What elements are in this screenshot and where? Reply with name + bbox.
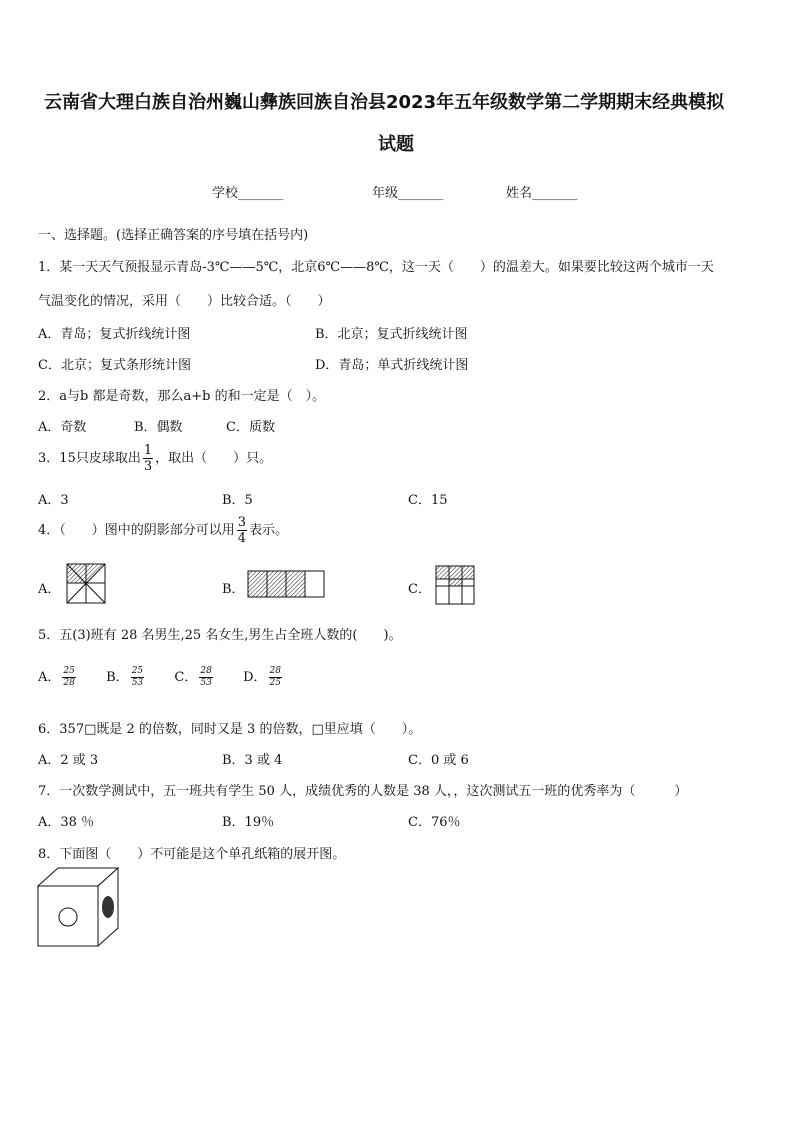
q8-stem: 8．下面图（ ）不可能是这个单孔纸箱的展开图。	[38, 847, 346, 862]
q1-option-b: B．北京；复式折线统计图	[315, 327, 468, 342]
q5-option-d-fraction: $\frac{28}{25}$	[269, 666, 281, 688]
q5-option-c-fraction: $\frac{28}{53}$	[200, 666, 212, 688]
q4-option-b-label: B．	[222, 582, 245, 597]
q2-option-a: A．奇数	[38, 420, 87, 435]
q2-option-b: B．偶数	[134, 420, 183, 435]
page-title-line2: 试题	[378, 134, 414, 155]
q3-option-a: A．3	[38, 493, 69, 508]
q4-stem-pre: 4．（ ）图中的阴影部分可以用	[38, 523, 235, 538]
q8-cube-figure	[38, 868, 118, 946]
q5-option-a-fraction: $\frac{25}{28}$	[63, 666, 75, 688]
q5-option-b-fraction: $\frac{25}{53}$	[131, 666, 144, 688]
page-title-line1: 云南省大理白族自治州巍山彝族回族自治县2023年五年级数学第二学期期末经典模拟	[44, 92, 725, 113]
q6-option-c: C．0 或 6	[408, 753, 469, 768]
q5-option-c-label: C．	[174, 670, 198, 685]
name-field: 姓名_______	[506, 186, 578, 201]
grade-field: 年级_______	[372, 186, 444, 201]
q4-fraction: $\frac{3}{4}$	[237, 515, 247, 546]
q4-figure-c	[436, 566, 474, 604]
q3-option-c: C．15	[408, 493, 448, 508]
q3-fraction: $\frac{1}{3}$	[143, 443, 153, 474]
q5-options	[38, 666, 284, 688]
q4-option-c-label: C．	[408, 582, 431, 597]
q5-stem: 5．五(3)班有 28 名男生,25 名女生,男生占全班人数的( )。	[38, 628, 402, 643]
q6-option-b: B．3 或 4	[222, 753, 283, 768]
q7-option-c: C．76％	[408, 815, 461, 830]
q5-option-d-label: D．	[243, 670, 267, 685]
q1-stem-line2: 气温变化的情况，采用（ ）比较合适。（ ）	[38, 294, 331, 309]
q5-option-b-label: B．	[106, 670, 129, 685]
q6-stem: 6．357□既是 2 的倍数，同时又是 3 的倍数，□里应填（ ）。	[38, 722, 422, 737]
q4-stem-post: 表示。	[249, 523, 289, 538]
q1-option-a: A．青岛；复式折线统计图	[38, 327, 191, 342]
q2-option-c: C．质数	[226, 420, 275, 435]
q7-option-b: B．19％	[222, 815, 275, 830]
q3-option-b: B．5	[222, 493, 253, 508]
q2-stem: 2．a与b 都是奇数，那么a+b 的和一定是（ ）。	[38, 389, 326, 404]
cube-hole-side-icon	[102, 896, 114, 918]
q3-stem-post: ，取出（ ）只。	[155, 451, 273, 466]
school-field: 学校_______	[212, 186, 284, 201]
q4-figure-b	[248, 571, 324, 597]
q3-stem-pre: 3．15只皮球取出	[38, 451, 141, 466]
q7-stem: 7．一次数学测试中，五一班共有学生 50 人，成绩优秀的人数是 38 人，，这次测试五一班的优秀率为（ ）	[38, 784, 688, 799]
q4-figure-a	[67, 564, 105, 603]
q6-option-a: A．2 或 3	[38, 753, 99, 768]
q5-option-a-label: A．	[38, 670, 61, 685]
q7-option-a: A．38 ％	[38, 815, 95, 830]
q4-option-a-label: A．	[38, 582, 61, 597]
section-heading: 一、选择题。(选择正确答案的序号填在括号内)	[38, 228, 309, 243]
q1-option-d: D．青岛；单式折线统计图	[315, 358, 469, 373]
q1-stem-line1: 1．某一天天气预报显示青岛-3℃——5℃，北京6℃——8℃，这一天（ ）的温差大。如果要比较这两个城市一天	[38, 260, 714, 275]
q1-option-c: C．北京；复式条形统计图	[38, 358, 191, 373]
